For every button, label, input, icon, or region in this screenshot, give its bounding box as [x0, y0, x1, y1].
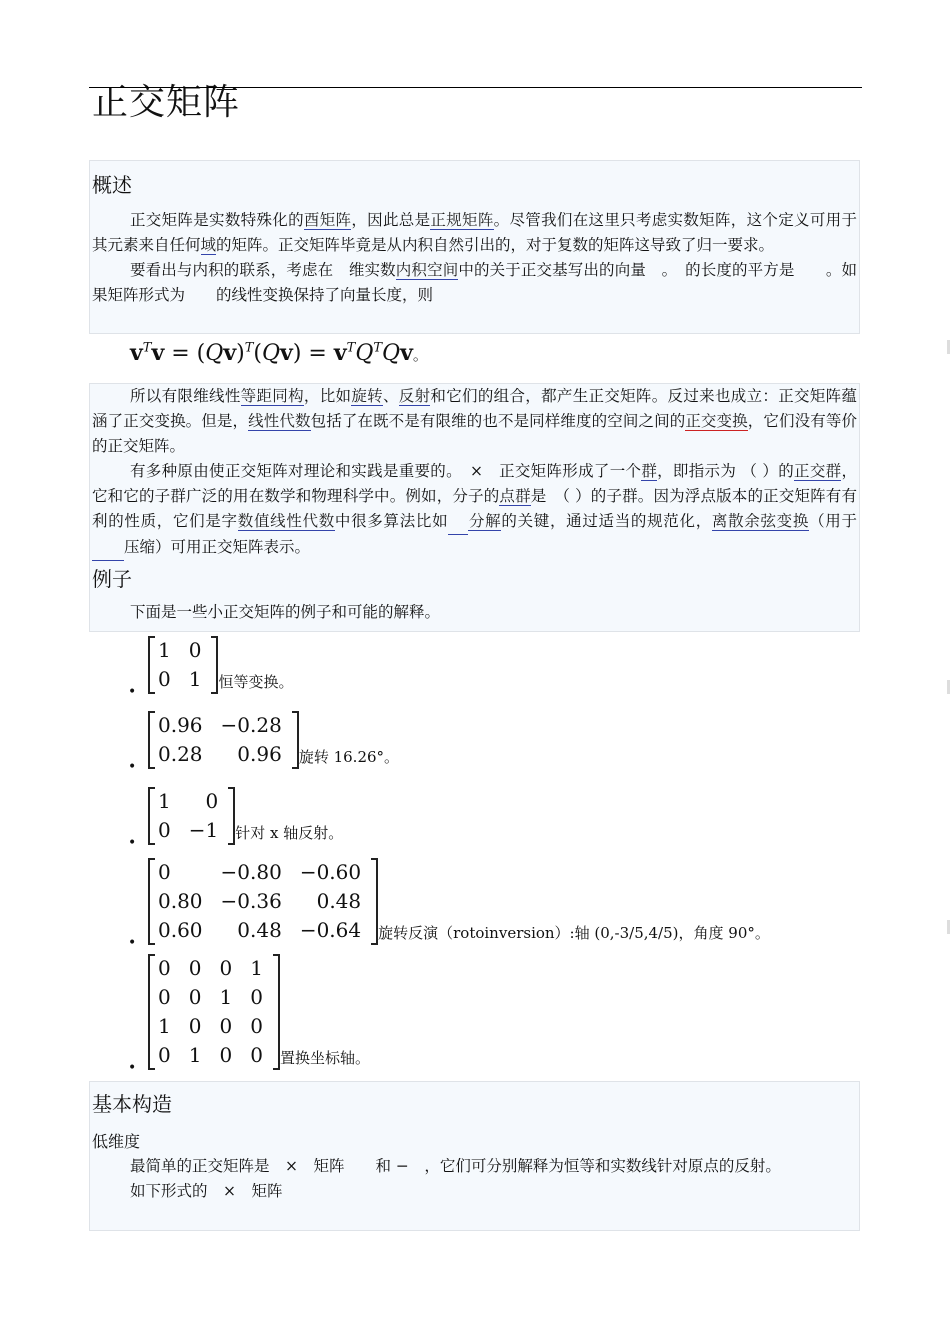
matrix-cell: 1 [250, 956, 263, 980]
matrix-cell: −1 [188, 818, 219, 842]
matrix-cell: 0 [205, 789, 219, 813]
matrix-cell: 0.48 [316, 889, 362, 913]
link-blank-2[interactable] [92, 535, 124, 561]
construction-paragraph-2: 如下形式的 × 矩阵 [130, 1182, 283, 1200]
matrix-cell: 1 [188, 667, 202, 691]
matrix-cell: −0.28 [220, 713, 282, 737]
matrix-cell: 1 [158, 1014, 171, 1038]
matrix-cell: 0 [250, 1043, 263, 1067]
overview-heading: 概述 [92, 173, 132, 197]
link-orthogonal-transform[interactable]: 正交变换 [685, 412, 748, 430]
properties-paragraph-2: 有多种原由使正交矩阵对理论和实践是重要的。 × 正交矩阵形成了一个群，即指示为 （ ）的正交群，它和它的子群广泛的用在数学和物理科学中。例如，分子的点群是 （ ）的子群。因为浮点版本的正交矩阵有有利的性质，它们是字数值线性代数中很多算法比如 分解的关键，通过适当的规范化，离散余弦变换（用于 压缩）可用正交矩阵表示。 [92, 459, 857, 561]
matrix-cell: 0 [188, 1014, 202, 1038]
properties-section [89, 383, 860, 632]
length-preservation-formula: $v^Tv = (Qv)^T(Qv) = v^TQ^TQv$。 [130, 340, 428, 366]
construction-subheading: 低维度 [92, 1132, 141, 1151]
link-point-group[interactable]: 点群 [499, 487, 531, 505]
matrix-cell: 1 [158, 789, 171, 813]
matrix-cell: 0 [219, 1043, 233, 1067]
link-orthogonal-group[interactable]: 正交群 [794, 462, 842, 480]
matrix-cell: 1 [219, 985, 233, 1009]
matrix-cell: −0.80 [220, 860, 282, 884]
matrix-cell: 0.96 [158, 713, 203, 737]
matrix-cell: 0 [188, 638, 202, 662]
link-isometry[interactable]: 等距同构 [240, 387, 304, 405]
link-reflection[interactable]: 反射 [398, 387, 431, 405]
matrix-cell: −0.60 [299, 860, 362, 884]
page-title: 正交矩阵 [92, 82, 241, 123]
example-label: 旋转反演（rotoinversion）:轴 (0,-3/5,4/5)，角度 90°。 [378, 924, 770, 942]
bullet: • [128, 759, 137, 775]
matrix-cell: 0 [158, 1043, 171, 1067]
example-matrix [148, 787, 235, 845]
matrix-cell: 1 [188, 1043, 202, 1067]
matrix-cell: 0 [158, 818, 171, 842]
example-matrix [148, 636, 218, 694]
matrix-cell: 0 [250, 985, 263, 1009]
link-group[interactable]: 群 [641, 462, 658, 480]
link-decomposition[interactable]: 分解 [468, 512, 502, 530]
examples-heading: 例子 [92, 567, 132, 591]
link-unitary-matrix[interactable]: 酉矩阵 [303, 211, 352, 229]
bullet: • [128, 1060, 137, 1076]
matrix-cell: 0 [158, 985, 171, 1009]
link-numerical-linear-algebra[interactable]: 数值线性代数 [237, 512, 335, 530]
link-dct[interactable]: 离散余弦变换 [711, 512, 810, 530]
construction-heading: 基本构造 [92, 1092, 172, 1116]
overview-section [89, 160, 860, 334]
example-item [128, 858, 770, 951]
matrix-cell: 1 [158, 638, 171, 662]
link-normal-matrix[interactable]: 正规矩阵 [430, 211, 494, 229]
overview-paragraph-1: 正交矩阵是实数特殊化的酉矩阵，因此总是正规矩阵。尽管我们在这里只考虑实数矩阵，这个定义可用于其元素来自任何域的矩阵。正交矩阵毕竟是从内积自然引出的，对于复数的矩阵这导致了归一要求。 [92, 211, 857, 254]
properties-paragraph-1: 所以有限维线性等距同构，比如旋转、反射和它们的组合，都产生正交矩阵。反过来也成立：正交矩阵蕴涵了正交变换。但是，线性代数包括了在既不是有限维的也不是同样维度的空间之间的正交变换，它们没有等价的正交矩阵。 [92, 387, 857, 455]
example-item [128, 636, 294, 700]
example-label: 针对 x 轴反射。 [235, 824, 344, 842]
matrix-cell: 0 [188, 985, 202, 1009]
link-blank-1[interactable] [448, 509, 468, 535]
matrix-cell: 0 [250, 1014, 263, 1038]
example-label: 恒等变换。 [218, 673, 294, 691]
example-label: 置换坐标轴。 [279, 1049, 370, 1067]
link-rotation[interactable]: 旋转 [351, 387, 383, 405]
example-label: 旋转 16.26°。 [298, 748, 400, 766]
example-item [128, 787, 344, 851]
matrix-cell: 0 [158, 860, 171, 884]
example-matrix [148, 954, 280, 1070]
matrix-cell: −0.36 [220, 889, 282, 913]
matrix-cell: 0 [188, 956, 202, 980]
matrix-cell: 0 [158, 667, 171, 691]
example-item [128, 954, 370, 1076]
link-field[interactable]: 域 [200, 236, 217, 254]
example-matrix [148, 711, 299, 769]
matrix-cell: 0.28 [158, 742, 203, 766]
bullet: • [128, 935, 137, 951]
title-rule [89, 87, 862, 88]
matrix-cell: 0.60 [158, 918, 203, 942]
bullet: • [128, 684, 137, 700]
matrix-cell: −0.64 [299, 918, 362, 942]
matrix-cell: 0.80 [158, 889, 203, 913]
bullet: • [128, 835, 137, 851]
matrix-cell: 0.48 [237, 918, 282, 942]
overview-paragraph-2: 要看出与内积的联系，考虑在 维实数内积空间中的关于正交基写出的向量 。 的长度的平方是 。如果矩阵形式为 的线性变换保持了向量长度，则 [92, 261, 857, 304]
construction-section [89, 1081, 860, 1231]
example-matrix [148, 858, 378, 945]
construction-paragraph-1: 最简单的正交矩阵是 × 矩阵 和 − ，它们可分别解释为恒等和实数线针对原点的反射。 [130, 1157, 781, 1175]
matrix-cell: 0 [219, 1014, 233, 1038]
matrix-cell: 0.96 [237, 742, 282, 766]
example-item [128, 711, 400, 775]
link-inner-product-space[interactable]: 内积空间 [395, 261, 459, 279]
link-linear-algebra[interactable]: 线性代数 [248, 412, 311, 430]
examples-intro: 下面是一些小正交矩阵的例子和可能的解释。 [130, 603, 441, 621]
matrix-cell: 0 [158, 956, 171, 980]
matrix-cell: 0 [219, 956, 233, 980]
